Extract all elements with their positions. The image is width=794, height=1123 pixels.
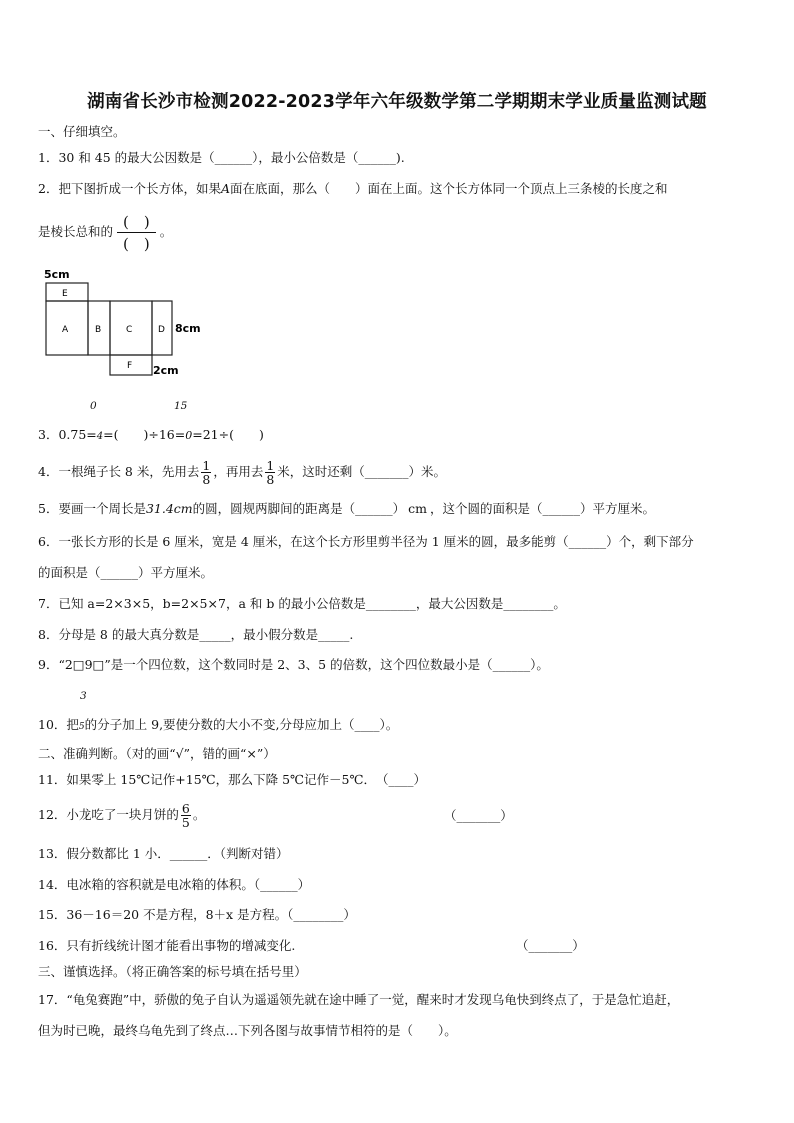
question-number: 3．	[38, 427, 59, 442]
question-13	[38, 844, 289, 862]
fraction	[181, 802, 191, 829]
face-e-label: E	[62, 289, 68, 299]
question-text: 的圆，圆规两脚间的距离是（______）	[192, 501, 406, 516]
question-17	[38, 990, 679, 1008]
question-text: 的分子加上 9,要使分数的大小不变,分母应加上（____）。	[84, 717, 399, 732]
question-number: 9．	[38, 657, 59, 672]
fraction	[265, 459, 275, 486]
question-text: 假分数都比 1 小．______．（判断对错）	[66, 846, 289, 861]
q3-denominator-2: 0	[185, 429, 193, 442]
question-5	[38, 499, 655, 517]
question-2	[38, 179, 668, 197]
fraction	[201, 459, 211, 486]
question-12	[38, 802, 205, 829]
question-text: 把	[66, 717, 79, 732]
question-12-answer: （_______）	[444, 808, 513, 823]
question-text: 分母是 8 的最大真分数是_____，最小假分数是_____.	[58, 627, 354, 642]
question-number: 1．	[38, 150, 59, 165]
question-14	[38, 875, 310, 893]
question-text: 已知 a=2×3×5，b=2×5×7，a 和 b 的最小公倍数是________，最大公因数是________。	[58, 596, 566, 611]
question-text: 。	[192, 807, 206, 823]
fraction-numerator: ( )	[117, 211, 156, 233]
face-c-label: C	[126, 325, 133, 335]
question-text: ，再用去	[213, 464, 264, 480]
question-4	[38, 459, 446, 486]
fraction-denominator: ( )	[123, 235, 150, 253]
q10-fraction-denominator: 5	[78, 722, 85, 732]
question-number: 11．	[38, 772, 67, 787]
question-text: 面在底面，那么（ ）面在上面。这个长方体同一个顶点上三条棱的长度之和	[230, 181, 668, 196]
question-text: 如果零上 15℃记作+15℃，那么下降 5℃记作－5℃． （____）	[66, 772, 426, 787]
question-text: 一张长方形的长是 6 厘米，宽是 4 厘米，在这个长方形里剪半径为 1 厘米的圆，最多能剪（______）个，剩下部分	[58, 534, 694, 549]
question-17-continued	[38, 1021, 457, 1039]
q3-superscript-1: 0	[90, 400, 97, 412]
question-text: 一根绳子长 8 米，先用去	[58, 464, 200, 480]
q3-denominator: 4	[96, 431, 104, 442]
question-number: 6．	[38, 534, 59, 549]
fraction-denominator: 5	[181, 815, 190, 831]
label-8cm: 8cm	[175, 322, 201, 335]
question-text: 米，这时还剩（_______）米。	[277, 464, 447, 480]
answer-fraction	[117, 211, 156, 254]
unit-cm: cm	[408, 501, 428, 516]
question-number: 17．	[38, 992, 67, 1007]
question-text: ，这个圆的面积是（______）平方厘米。	[430, 501, 656, 516]
question-number: 4．	[38, 464, 59, 480]
question-text: =21÷( )	[192, 427, 264, 442]
label-2cm: 2cm	[153, 364, 179, 377]
question-text: 只有折线统计图才能看出事物的增减变化.	[66, 938, 296, 953]
question-text: 。	[159, 224, 173, 239]
question-10	[38, 715, 398, 733]
variable-a: A	[220, 181, 230, 196]
question-text: 电冰箱的容积就是电冰箱的体积。（______）	[66, 877, 311, 892]
question-1	[38, 148, 405, 166]
question-text: “2□9□”是一个四位数，这个数同时是 2、3、5 的倍数，这个四位数最小是（______）。	[58, 657, 549, 672]
question-11	[38, 770, 426, 788]
question-6	[38, 532, 694, 550]
question-6-continued	[38, 563, 213, 581]
face-a-label: A	[62, 325, 69, 335]
question-7	[38, 594, 566, 612]
question-number: 5．	[38, 501, 59, 516]
question-text: 小龙吃了一块月饼的	[66, 807, 179, 823]
question-text: 但为时已晚，最终乌龟先到了终点…下列各图与故事情节相符的是（ ）。	[38, 1023, 457, 1038]
question-text: 30 和 45 的最大公因数是（______），最小公倍数是（______).	[58, 150, 405, 165]
question-3	[38, 425, 264, 443]
question-15	[38, 905, 356, 923]
question-2-continued	[38, 211, 172, 254]
question-16-answer: （_______）	[516, 938, 585, 953]
circumference-value: 31.4cm	[145, 501, 193, 516]
question-text: 把下图折成一个长方体，如果	[58, 181, 221, 196]
question-number: 12．	[38, 807, 67, 823]
question-number: 15．	[38, 907, 67, 922]
question-number: 8．	[38, 627, 59, 642]
question-text: 36－16＝20 不是方程，8＋x 是方程。（________）	[66, 907, 356, 922]
q3-superscript-2: 15	[174, 400, 188, 412]
page-title: 湖南省长沙市检测2022-2023学年六年级数学第二学期期末学业质量监测试题	[87, 92, 707, 112]
face-b-label: B	[95, 325, 102, 335]
question-8	[38, 625, 353, 643]
label-5cm: 5cm	[44, 268, 70, 281]
question-text: 要画一个周长是	[58, 501, 146, 516]
question-number: 14．	[38, 877, 67, 892]
question-number: 10．	[38, 717, 67, 732]
question-number: 13．	[38, 846, 67, 861]
q10-fraction-numerator: 3	[80, 690, 87, 702]
question-number: 2．	[38, 181, 59, 196]
face-f-label: F	[127, 361, 133, 371]
fraction-numerator: 6	[181, 801, 190, 816]
question-9	[38, 655, 549, 673]
question-number: 16．	[38, 938, 67, 953]
question-text: 0.75=	[58, 427, 97, 442]
question-text: “龟兔赛跑”中，骄傲的兔子自认为遥遥领先就在途中睡了一觉，醒来时才发现乌龟快到终点了，于是急忙追赶，	[66, 992, 680, 1007]
section-heading-2: 二、准确判断。（对的画“√”，错的画“×”）	[38, 746, 276, 761]
section-heading-3: 三、谨慎选择。（将正确答案的标号填在括号里）	[38, 964, 307, 979]
question-16	[38, 936, 295, 954]
cuboid-net-diagram	[38, 267, 218, 379]
question-text: =( )÷16=	[103, 427, 186, 442]
face-d-label: D	[158, 325, 165, 335]
question-text: 是棱长总和的	[38, 224, 114, 239]
fraction-numerator: 1	[202, 458, 211, 473]
section-heading-1: 一、仔细填空。	[38, 124, 126, 139]
fraction-numerator: 1	[266, 458, 275, 473]
fraction-denominator: 8	[266, 472, 275, 488]
question-text: 的面积是（______）平方厘米。	[38, 565, 214, 580]
question-number: 7．	[38, 596, 59, 611]
fraction-denominator: 8	[202, 472, 211, 488]
